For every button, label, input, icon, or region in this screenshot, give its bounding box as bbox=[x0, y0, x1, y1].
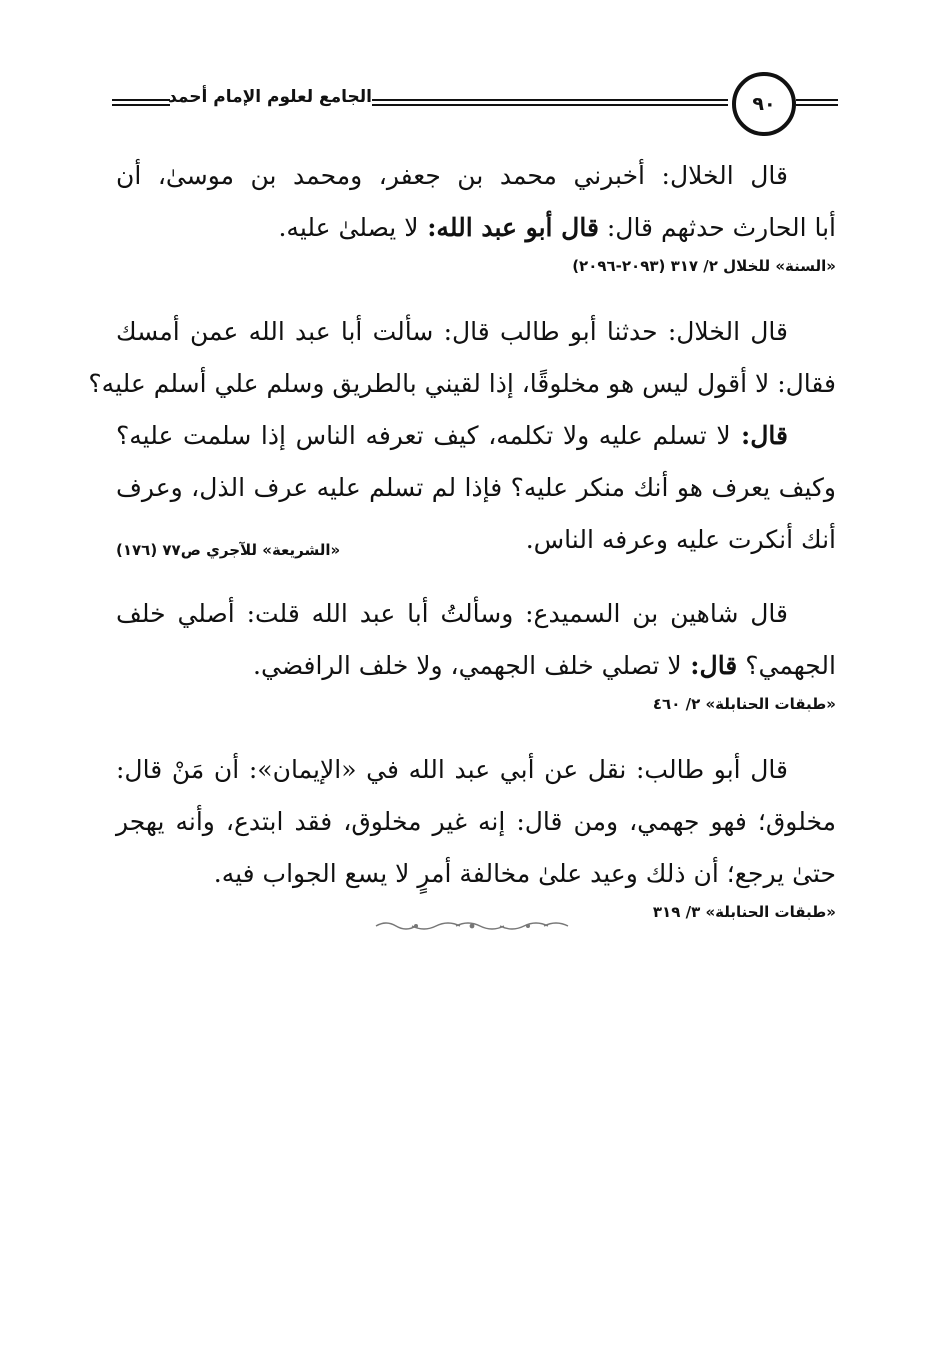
text-line: قال الخلال: أخبرني محمد بن جعفر، ومحمد بن موسىٰ، أن bbox=[116, 161, 788, 190]
qala-label: قال: bbox=[681, 651, 738, 680]
qala-label: قال: bbox=[730, 421, 788, 450]
text-line: مخلوق؛ فهو جهمي، ومن قال: إنه غير مخلوق، فقد ابتدع، وأنه يهجر bbox=[116, 807, 836, 836]
passage bbox=[88, 306, 836, 566]
text-line: فقال: لا أقول ليس هو مخلوقًا، إذا لقيني بالطريق وسلم علي أسلم عليه؟ bbox=[88, 369, 836, 398]
text-line bbox=[116, 514, 836, 566]
text-line bbox=[116, 410, 836, 462]
page-number: ٩٠ bbox=[752, 93, 776, 115]
passage bbox=[116, 588, 836, 722]
text-span: أنك أنكرت عليه وعرفه الناس. bbox=[525, 525, 836, 554]
header-rule-left bbox=[112, 99, 170, 106]
text-line bbox=[116, 202, 836, 254]
text-span: لا يصلىٰ عليه. bbox=[278, 213, 419, 242]
passage bbox=[116, 150, 836, 284]
text-span: أبا الحارث حدثهم قال: bbox=[598, 213, 836, 242]
text-line: قال أبو طالب: نقل عن أبي عبد الله في «الإيمان»: أن مَنْ قال: bbox=[116, 755, 788, 784]
passage bbox=[116, 744, 836, 930]
text-line: قال شاهين بن السميدع: وسألتُ أبا عبد الله قلت: أصلي خلف bbox=[116, 599, 788, 628]
header-rule-middle bbox=[372, 99, 728, 106]
citation: «طبقات الحنابلة» ٢/ ٤٦٠ bbox=[652, 695, 836, 713]
header-rule-right bbox=[796, 99, 838, 106]
page-header bbox=[112, 70, 838, 134]
text-span: الجهمي؟ bbox=[737, 651, 836, 680]
section-divider-ornament bbox=[372, 918, 572, 934]
citation: «طبقات الحنابلة» ٣/ ٣١٩ bbox=[652, 903, 836, 921]
citation: «الشريعة» للآجري ص٧٧ (١٧٦) bbox=[116, 541, 341, 559]
running-title: الجامع لعلوم الإمام أحمد bbox=[168, 87, 372, 107]
text-line: وكيف يعرف هو أنك منكر عليه؟ فإذا لم تسلم عليه عرف الذل، وعرف bbox=[116, 473, 836, 502]
page-body bbox=[88, 150, 836, 930]
text-line: حتىٰ يرجع؛ أن ذلك وعيد علىٰ مخالفة أمرٍ لا يسع الجواب فيه. bbox=[213, 859, 836, 888]
text-span: لا تصلي خلف الجهمي، ولا خلف الرافضي. bbox=[253, 651, 682, 680]
text-line bbox=[116, 640, 836, 692]
text-span: لا تسلم عليه ولا تكلمه، كيف تعرفه الناس إذا سلمت عليه؟ bbox=[116, 421, 731, 450]
qala-label: قال أبو عبد الله: bbox=[418, 213, 599, 242]
text-line: قال الخلال: حدثنا أبو طالب قال: سألت أبا عبد الله عمن أمسك bbox=[116, 317, 788, 346]
citation: «السنة» للخلال ٢/ ٣١٧ (٢٠٩٣-٢٠٩٦) bbox=[572, 257, 836, 275]
page-number-badge bbox=[732, 72, 796, 136]
